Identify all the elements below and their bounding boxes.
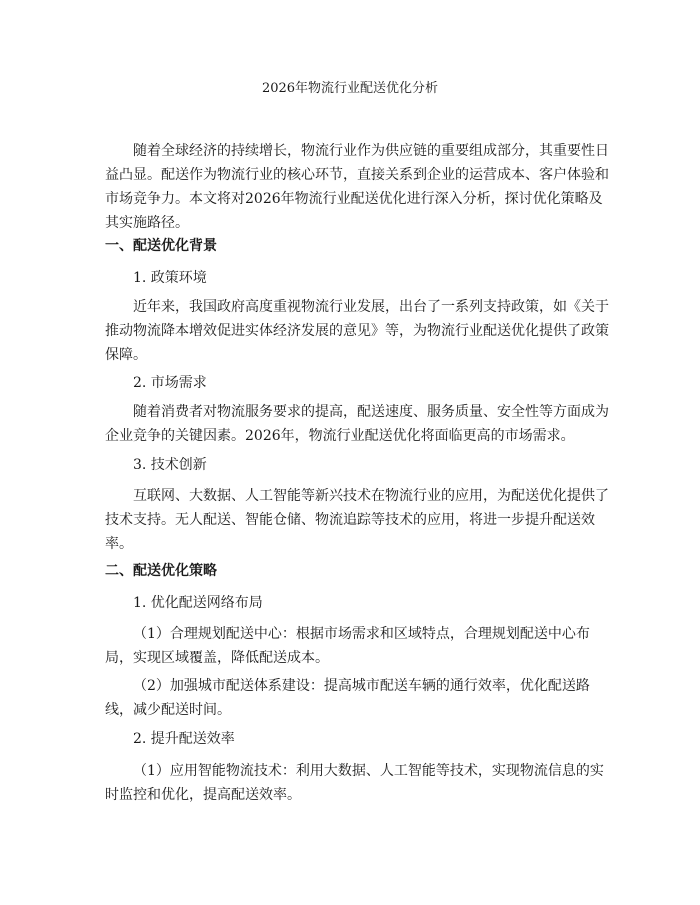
paragraph-policy: 近年来，我国政府高度重视物流行业发展，出台了一系列支持政策，如《关于推动物流降本增效促进实体经济发展的意见》等，为物流行业配送优化提供了政策保障。 (105, 299, 609, 363)
subheading-efficiency: 2. 提升配送效率 (133, 731, 235, 747)
subheading-network: 1. 优化配送网络布局 (133, 595, 263, 611)
section-heading-background: 一、配送优化背景 (105, 238, 217, 254)
subheading-policy: 1. 政策环境 (133, 270, 207, 286)
section-heading-strategy: 二、配送优化策略 (105, 563, 217, 579)
paragraph-distribution-center: （1）合理规划配送中心：根据市场需求和区域特点，合理规划配送中心布局，实现区域覆盖，降低配送成本。 (105, 626, 590, 666)
paragraph-city-delivery: （2）加强城市配送体系建设：提高城市配送车辆的通行效率，优化配送路线，减少配送时间。 (105, 678, 590, 718)
paragraph-smart-logistics: （1）应用智能物流技术：利用大数据、人工智能等技术，实现物流信息的实时监控和优化，提高配送效率。 (105, 763, 604, 803)
intro-paragraph: 随着全球经济的持续增长，物流行业作为供应链的重要组成部分，其重要性日益凸显。配送作为物流行业的核心环节，直接关系到企业的运营成本、客户体验和市场竞争力。本文将对2026年物流行业配送优化进行深入分析，探讨优化策略及其实施路径。 (105, 143, 609, 231)
paragraph-market: 随着消费者对物流服务要求的提高，配送速度、服务质量、安全性等方面成为企业竞争的关键因素。2026年，物流行业配送优化将面临更高的市场需求。 (105, 404, 609, 444)
paragraph-technology: 互联网、大数据、人工智能等新兴技术在物流行业的应用，为配送优化提供了技术支持。无人配送、智能仓储、物流追踪等技术的应用，将进一步提升配送效率。 (105, 488, 609, 552)
document-title: 2026年物流行业配送优化分析 (261, 81, 439, 96)
subheading-market: 2. 市场需求 (133, 375, 207, 391)
subheading-technology: 3. 技术创新 (133, 457, 207, 473)
